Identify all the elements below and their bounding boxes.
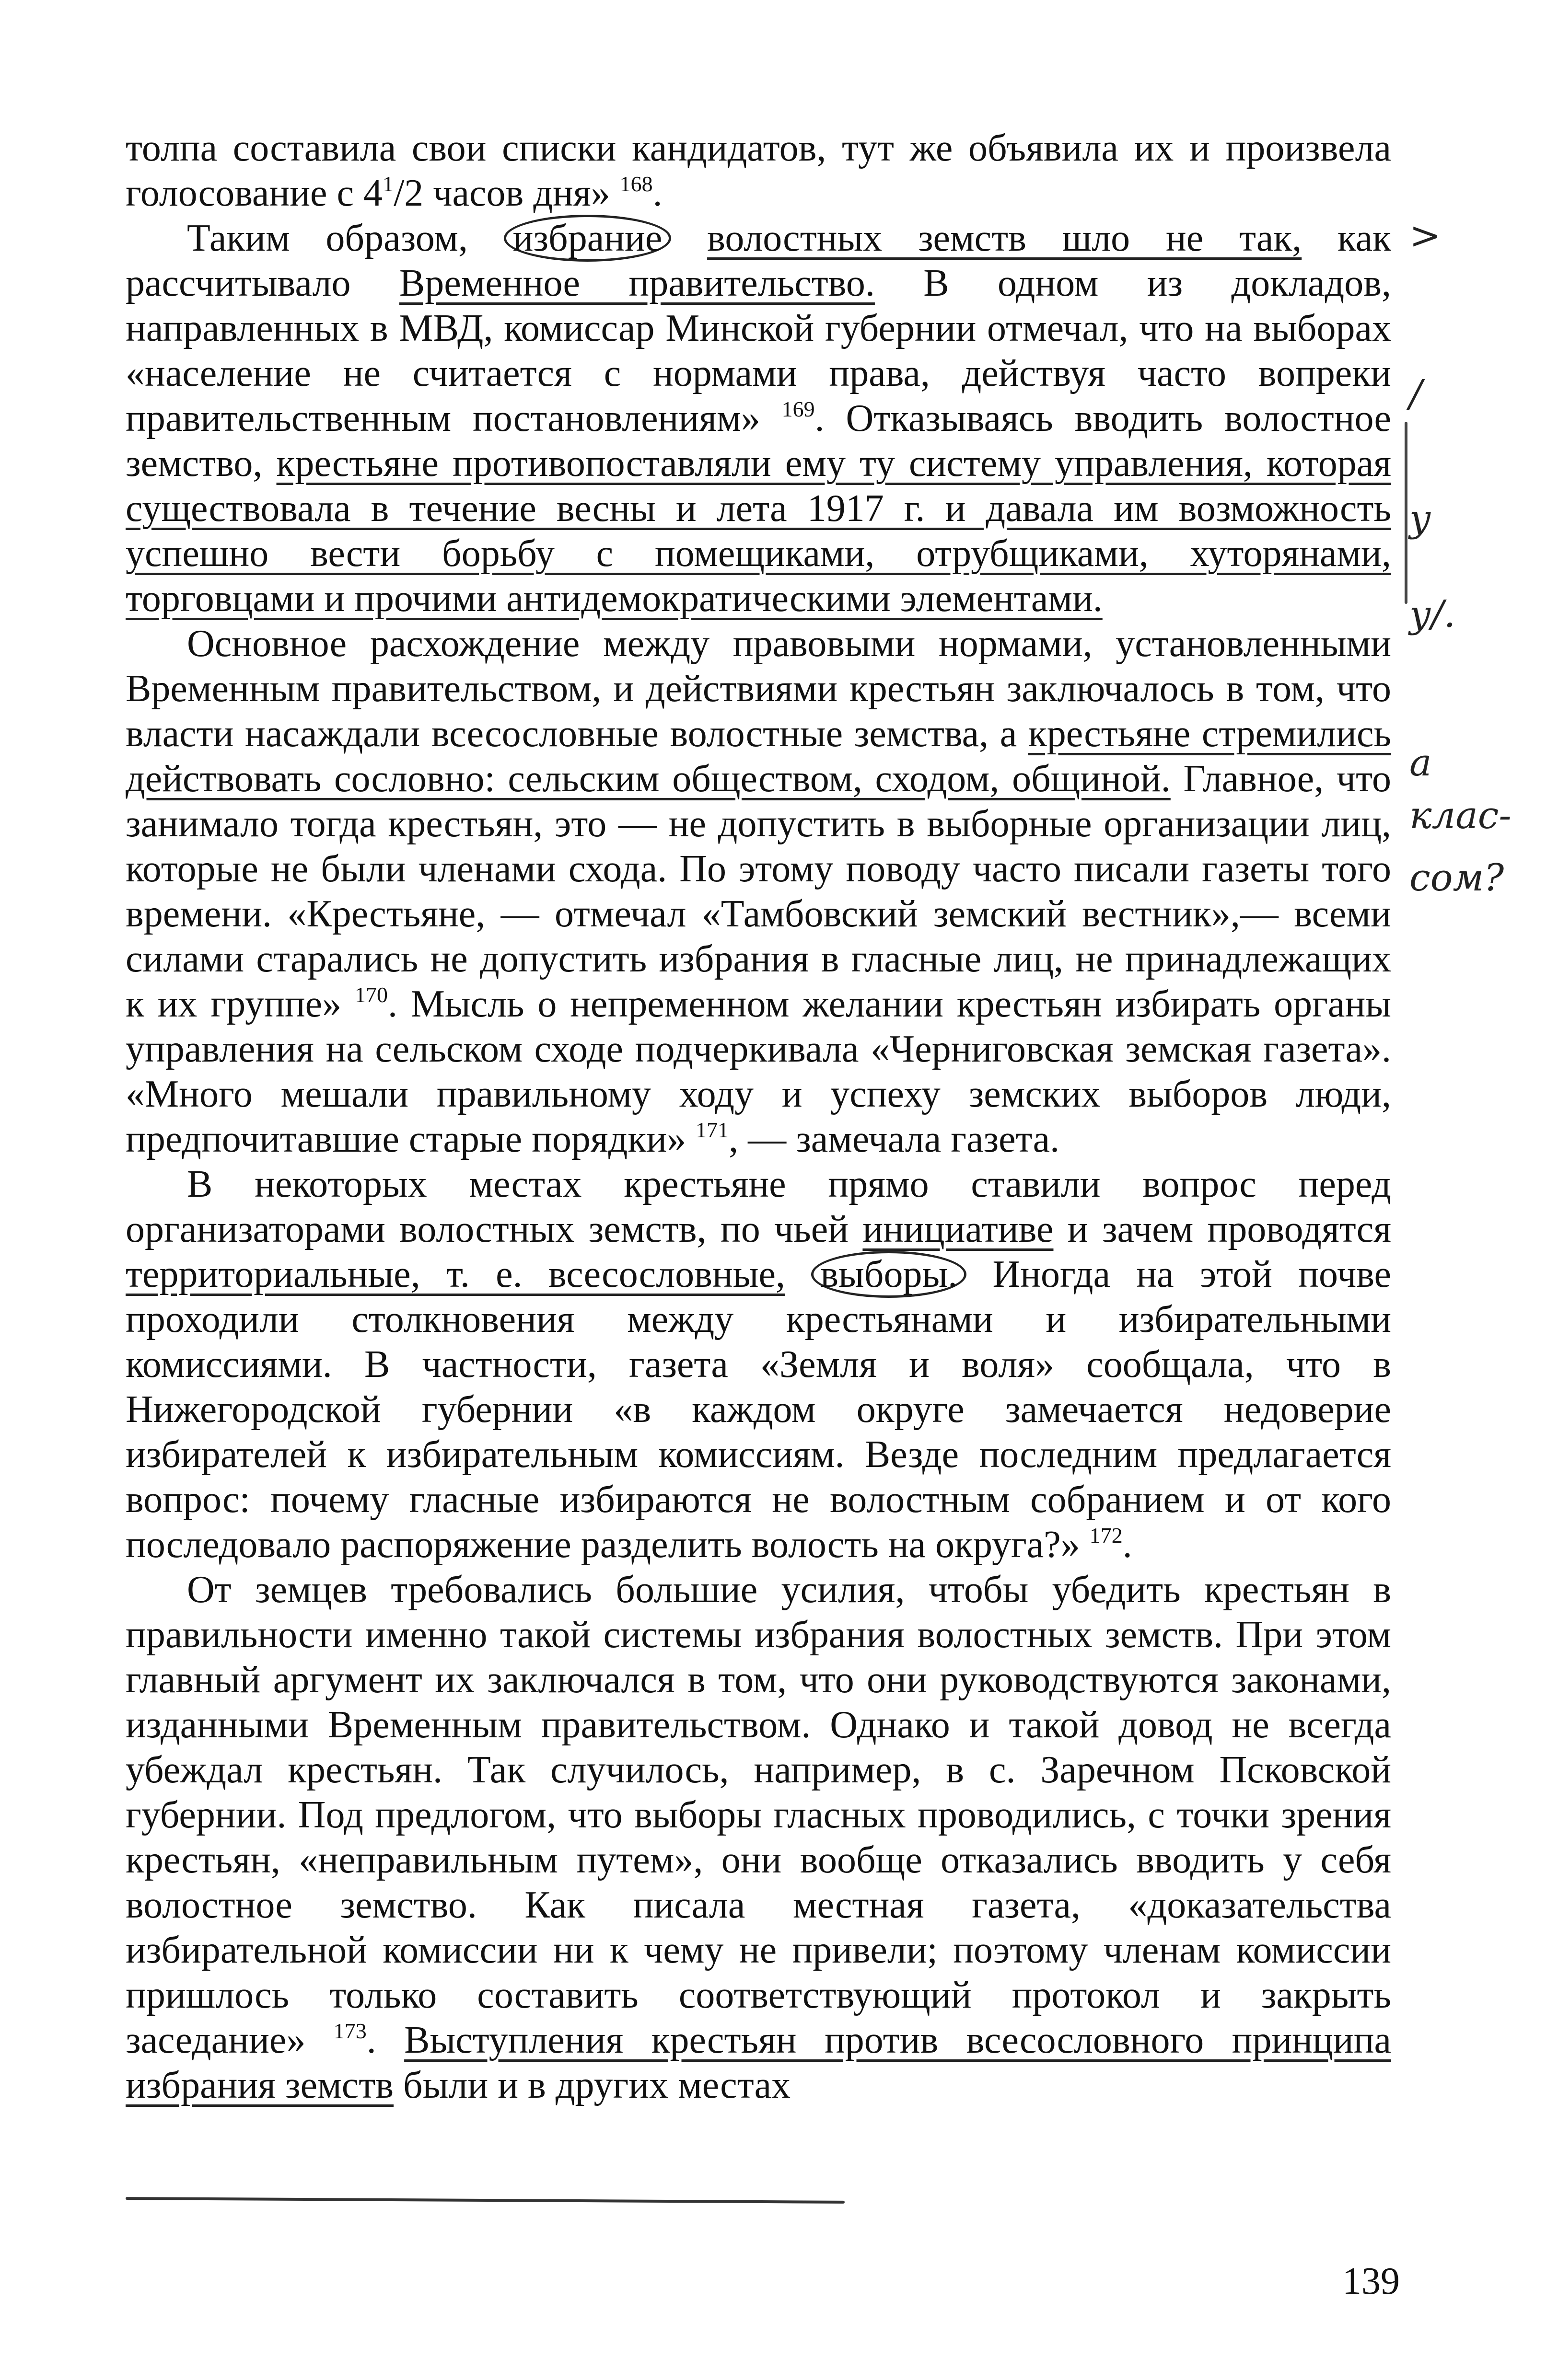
text-run: . Отказываясь вводить волостное земство,	[126, 397, 1392, 485]
text-run: . Мысль о непременном желании крестьян избирать органы управления на сельском сходе подчеркивала «Черниговская земская газета». «Много мешали правильному ходу и успеху земских выборов люди, предпочитавшие старые порядки»	[126, 983, 1392, 1160]
text-run: , — замечала газета.	[729, 1118, 1060, 1160]
margin-note: /	[1409, 372, 1422, 416]
margin-note: сом?	[1409, 856, 1504, 900]
underlined-text: территориальные, т. е. всесословные,	[126, 1253, 785, 1295]
text-run: Иногда на этой почве проходили столкновения между крестьянами и избирательными комиссиями. В частности, газета «Земля и воля» сообщала, что в Нижегородской губернии «в каждом округе замечается недоверие избирателей к избирательным комиссиям. Везде последним предлагается вопрос: почему гласные избираются не волостным собранием и от кого последовало распоряжение разделить волость на округа?»	[126, 1253, 1392, 1566]
text-run: были и в других местах	[394, 2064, 791, 2106]
margin-note: у	[1409, 497, 1431, 540]
text-run: .	[652, 172, 663, 214]
footnote-ref: 171	[696, 1118, 729, 1142]
footnote-ref: 1	[383, 172, 394, 196]
text-run: .	[1122, 1524, 1132, 1566]
text-run: В некоторых местах крестьяне прямо ставили вопрос перед организаторами волостных земств, по чьей	[126, 1163, 1391, 1250]
text-run: От земцев требовались большие усилия, чтобы убедить крестьян в правильности именно такой системы избрания волостных земств. При этом главный аргумент их заключался в том, что они руководствуются законами, изданными Временным правительством. Однако и такой довод не всегда убеждал крестьян. Так случилось, например, в с. Заречном Псковской губернии. Под предлогом, что выборы гласных проводились, с точки зрения крестьян, «неправильным путем», они вообще отказались вводить у себя волостное земство. Как писала местная газета, «доказательства избирательной комиссии ни к чему не привели; поэтому членам комиссии пришлось только составить соответствующий протокол и закрыть заседание»	[126, 1569, 1391, 2061]
text-run: как рассчитывало	[126, 217, 1392, 304]
paragraph	[126, 1567, 1391, 2108]
paragraph	[126, 216, 1391, 621]
underlined-text: инициативе	[862, 1208, 1054, 1250]
text-run: Главное, что занимало тогда крестьян, это — не допустить в выборные организации лиц, которые не были членами схода. По этому поводу часто писали газеты того времени. «Крестьяне, — отмечал «Тамбовский земский вестник»,— всеми силами старались не допустить избрания в гласные лиц, не принадлежащих к их группе»	[126, 758, 1391, 1025]
text-run: Таким образом,	[187, 217, 504, 259]
footnote-ref: 168	[619, 172, 653, 196]
margin-note: клас-	[1409, 794, 1511, 837]
underlined-text: крестьяне противопоставляли ему ту систему управления, которая существовала в течение весны и лета 1917 г. и давала им возможность успешно вести борьбу с помещиками, отрубщиками, хуторянами, торговцами и прочими антидемократическими элементами.	[126, 442, 1392, 620]
margin-note: у/.	[1409, 593, 1456, 636]
underlined-text: крестьяне стремились действовать сословно: сельским обществом, сходом, общиной.	[126, 713, 1391, 800]
paragraph	[126, 126, 1391, 216]
text-run: В одном из докладов, направленных в МВД, комиссар Минской губернии отмечал, что на выборах «население не считается с нормами права, действуя часто вопреки правительственным постановлениям»	[126, 262, 1392, 439]
pencil-underline	[126, 2197, 845, 2204]
text-run: .	[366, 2019, 405, 2061]
paragraph	[126, 621, 1391, 1162]
text-run: толпа составила свои списки кандидатов, тут же объявила их и произвела голосование с 4	[126, 127, 1391, 214]
circled-word: избрание	[504, 215, 672, 262]
text-run: и зачем проводятся	[1053, 1208, 1392, 1250]
text-run	[785, 1253, 811, 1295]
paragraph	[126, 1162, 1391, 1567]
circled-word: выборы.	[811, 1251, 966, 1298]
underlined-text: Выступления крестьян против всесословного принципа избрания земств	[126, 2019, 1392, 2106]
text-run: /2 часов дня»	[394, 172, 620, 214]
margin-note: >	[1409, 214, 1441, 257]
margin-bar-line	[1405, 422, 1407, 604]
underlined-text: Временное правительство.	[399, 262, 875, 304]
text-run	[671, 217, 707, 259]
page-number: 139	[1342, 2260, 1400, 2302]
footnote-ref: 173	[333, 2019, 367, 2043]
margin-note: а	[1409, 741, 1432, 785]
footnote-ref: 169	[781, 397, 815, 421]
text-run: Основное расхождение между правовыми нормами, установленными Временным правительством, и действиями крестьян заключалось в том, что власти насаждали всесословные волостные земства, а	[126, 623, 1391, 755]
footnote-ref: 172	[1089, 1523, 1123, 1548]
footnote-ref: 170	[354, 982, 388, 1007]
underlined-text: волостных земств шло не так,	[707, 217, 1302, 259]
body-text	[126, 126, 1391, 2108]
